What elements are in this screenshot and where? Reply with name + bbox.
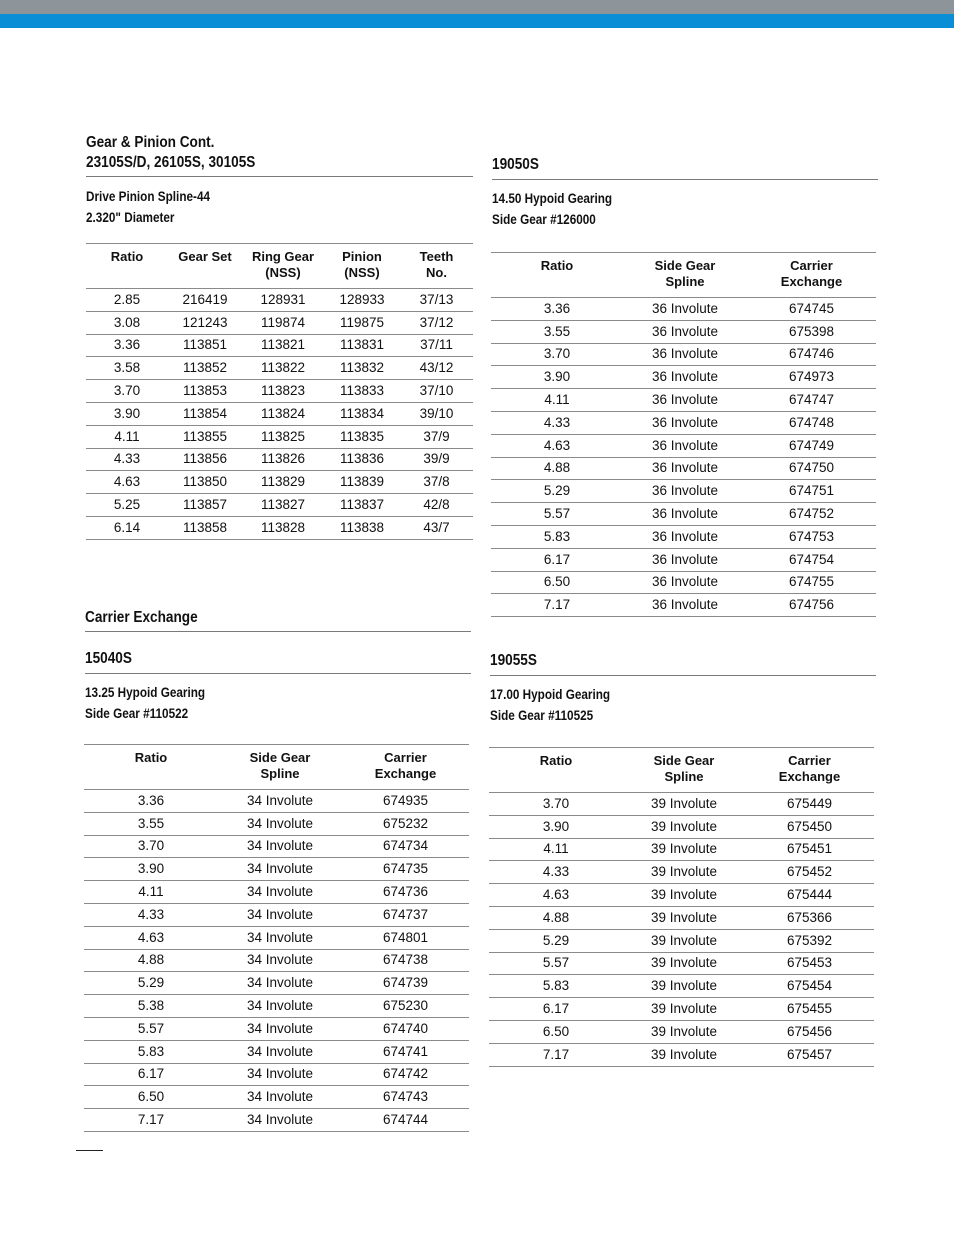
table-cell: 674739 xyxy=(342,972,469,995)
table-cell: 4.33 xyxy=(489,861,623,884)
table-cell: 4.11 xyxy=(86,425,168,448)
table-cell: 3.36 xyxy=(491,298,623,321)
s19050-title: 19050S xyxy=(492,156,539,173)
table-cell: 674746 xyxy=(747,343,876,366)
table-row xyxy=(84,949,469,972)
table-cell: 675392 xyxy=(745,929,874,952)
table-cell: 674754 xyxy=(747,548,876,571)
table-cell: 3.36 xyxy=(86,334,168,357)
table-cell: 675453 xyxy=(745,952,874,975)
table-row xyxy=(491,571,876,594)
carrier-exchange-title: Carrier Exchange xyxy=(85,609,198,626)
table-row xyxy=(86,448,473,471)
table-cell: 5.29 xyxy=(84,972,218,995)
table-cell: 113821 xyxy=(242,334,324,357)
table-cell: 113855 xyxy=(168,425,242,448)
table-row xyxy=(86,402,473,425)
table-cell: 675232 xyxy=(342,812,469,835)
footer-rule xyxy=(76,1150,103,1151)
column-header: Side Gear Spline xyxy=(623,253,747,298)
table-cell: 5.29 xyxy=(489,929,623,952)
table-cell: 36 Involute xyxy=(623,389,747,412)
table-cell: 5.57 xyxy=(491,503,623,526)
s19050-gearing: 14.50 Hypoid Gearing xyxy=(492,191,613,206)
table-cell: 39 Involute xyxy=(623,975,745,998)
table-cell: 5.83 xyxy=(489,975,623,998)
table-cell: 34 Involute xyxy=(218,995,342,1018)
s15040-table xyxy=(84,744,469,1132)
table-cell: 3.90 xyxy=(489,815,623,838)
table-row xyxy=(489,906,874,929)
table-cell: 4.63 xyxy=(84,926,218,949)
table-cell: 3.08 xyxy=(86,311,168,334)
table-cell: 113856 xyxy=(168,448,242,471)
table-cell: 39 Involute xyxy=(623,998,745,1021)
gear-pinion-subheading xyxy=(86,186,229,228)
table-cell: 674801 xyxy=(342,926,469,949)
table-row xyxy=(491,343,876,366)
column-header: Ratio xyxy=(491,253,623,298)
table-cell: 36 Involute xyxy=(623,571,747,594)
table-cell: 674751 xyxy=(747,480,876,503)
table-cell: 39 Involute xyxy=(623,1043,745,1066)
table-cell: 34 Involute xyxy=(218,903,342,926)
table-cell: 4.33 xyxy=(84,903,218,926)
table-cell: 128933 xyxy=(324,289,400,312)
table-cell: 39 Involute xyxy=(623,793,745,816)
column-header: Ratio xyxy=(86,244,168,289)
table-cell: 39 Involute xyxy=(623,1020,745,1043)
table-row xyxy=(489,884,874,907)
table-cell: 34 Involute xyxy=(218,949,342,972)
table-cell: 7.17 xyxy=(84,1109,218,1132)
table-cell: 6.17 xyxy=(84,1063,218,1086)
table-row xyxy=(84,790,469,813)
s19055-table xyxy=(489,747,874,1067)
table-cell: 113851 xyxy=(168,334,242,357)
table-cell: 674750 xyxy=(747,457,876,480)
table-cell: 675366 xyxy=(745,906,874,929)
table-cell: 5.25 xyxy=(86,494,168,517)
table-cell: 113824 xyxy=(242,402,324,425)
table-cell: 34 Involute xyxy=(218,835,342,858)
table-cell: 4.11 xyxy=(84,881,218,904)
table-cell: 113852 xyxy=(168,357,242,380)
table-cell: 3.90 xyxy=(86,402,168,425)
table-cell: 36 Involute xyxy=(623,366,747,389)
table-row xyxy=(86,311,473,334)
table-cell: 43/12 xyxy=(400,357,473,380)
table-cell: 7.17 xyxy=(489,1043,623,1066)
table-cell: 674740 xyxy=(342,1017,469,1040)
table-cell: 5.83 xyxy=(84,1040,218,1063)
table-cell: 39 Involute xyxy=(623,884,745,907)
gear-pinion-table xyxy=(86,243,473,540)
table-cell: 119875 xyxy=(324,311,400,334)
table-cell: 121243 xyxy=(168,311,242,334)
table-row xyxy=(491,457,876,480)
table-cell: 674744 xyxy=(342,1109,469,1132)
table-row xyxy=(491,480,876,503)
table-cell: 675456 xyxy=(745,1020,874,1043)
table-cell: 4.11 xyxy=(489,838,623,861)
table-header-row xyxy=(86,244,473,289)
table-cell: 43/7 xyxy=(400,516,473,539)
table-row xyxy=(491,389,876,412)
table-cell: 4.88 xyxy=(489,906,623,929)
table-cell: 4.63 xyxy=(489,884,623,907)
table-cell: 34 Involute xyxy=(218,1063,342,1086)
table-cell: 674756 xyxy=(747,594,876,617)
table-cell: 39/9 xyxy=(400,448,473,471)
table-cell: 674973 xyxy=(747,366,876,389)
table-row xyxy=(491,411,876,434)
table-cell: 34 Involute xyxy=(218,1040,342,1063)
s19050-table xyxy=(491,252,876,617)
table-cell: 36 Involute xyxy=(623,343,747,366)
table-row xyxy=(86,471,473,494)
table-cell: 37/10 xyxy=(400,380,473,403)
table-cell: 4.33 xyxy=(86,448,168,471)
table-cell: 39 Involute xyxy=(623,815,745,838)
table-row xyxy=(489,861,874,884)
table-cell: 113827 xyxy=(242,494,324,517)
table-row xyxy=(84,1109,469,1132)
table-cell: 37/13 xyxy=(400,289,473,312)
table-cell: 674735 xyxy=(342,858,469,881)
table-row xyxy=(86,494,473,517)
table-cell: 4.88 xyxy=(491,457,623,480)
s15040-subheading xyxy=(85,682,223,724)
table-row xyxy=(489,975,874,998)
table-cell: 3.58 xyxy=(86,357,168,380)
table-cell: 674742 xyxy=(342,1063,469,1086)
table-cell: 675449 xyxy=(745,793,874,816)
table-cell: 6.14 xyxy=(86,516,168,539)
table-row xyxy=(86,289,473,312)
table-cell: 113822 xyxy=(242,357,324,380)
table-cell: 113857 xyxy=(168,494,242,517)
table-cell: 113850 xyxy=(168,471,242,494)
table-cell: 113854 xyxy=(168,402,242,425)
table-row xyxy=(86,357,473,380)
table-cell: 674748 xyxy=(747,411,876,434)
table-cell: 2.85 xyxy=(86,289,168,312)
table-row xyxy=(84,812,469,835)
s19055-title: 19055S xyxy=(490,652,537,669)
table-cell: 37/8 xyxy=(400,471,473,494)
table-cell: 113825 xyxy=(242,425,324,448)
table-cell: 5.38 xyxy=(84,995,218,1018)
table-cell: 37/9 xyxy=(400,425,473,448)
table-row xyxy=(489,838,874,861)
table-cell: 37/12 xyxy=(400,311,473,334)
table-cell: 34 Involute xyxy=(218,858,342,881)
table-cell: 674747 xyxy=(747,389,876,412)
table-cell: 113837 xyxy=(324,494,400,517)
table-row xyxy=(84,926,469,949)
table-cell: 113832 xyxy=(324,357,400,380)
table-cell: 4.11 xyxy=(491,389,623,412)
table-cell: 36 Involute xyxy=(623,480,747,503)
table-cell: 113858 xyxy=(168,516,242,539)
column-header: Gear Set xyxy=(168,244,242,289)
table-cell: 113838 xyxy=(324,516,400,539)
table-cell: 674753 xyxy=(747,525,876,548)
table-cell: 4.88 xyxy=(84,949,218,972)
s15040-side-gear: Side Gear #110522 xyxy=(85,706,189,721)
table-cell: 675230 xyxy=(342,995,469,1018)
table-cell: 36 Involute xyxy=(623,298,747,321)
column-header: Pinion (NSS) xyxy=(324,244,400,289)
table-cell: 4.63 xyxy=(491,434,623,457)
table-row xyxy=(489,998,874,1021)
table-cell: 113828 xyxy=(242,516,324,539)
table-cell: 34 Involute xyxy=(218,1086,342,1109)
table-cell: 39 Involute xyxy=(623,838,745,861)
table-cell: 675450 xyxy=(745,815,874,838)
table-cell: 39 Involute xyxy=(623,906,745,929)
table-cell: 34 Involute xyxy=(218,1109,342,1132)
table-cell: 39 Involute xyxy=(623,861,745,884)
table-cell: 5.83 xyxy=(491,525,623,548)
s19055-subheading xyxy=(490,684,628,726)
table-cell: 113835 xyxy=(324,425,400,448)
table-row xyxy=(84,972,469,995)
table-row xyxy=(491,366,876,389)
table-cell: 34 Involute xyxy=(218,812,342,835)
table-row xyxy=(84,835,469,858)
table-row xyxy=(84,903,469,926)
table-row xyxy=(489,793,874,816)
table-cell: 113839 xyxy=(324,471,400,494)
s19055-rule xyxy=(490,675,876,676)
header-band-gray xyxy=(0,0,954,14)
table-cell: 674743 xyxy=(342,1086,469,1109)
table-row xyxy=(491,594,876,617)
s15040-heading xyxy=(85,649,140,669)
table-cell: 113831 xyxy=(324,334,400,357)
table-row xyxy=(491,320,876,343)
table-cell: 34 Involute xyxy=(218,1017,342,1040)
column-header: Carrier Exchange xyxy=(342,745,469,790)
table-header-row xyxy=(491,253,876,298)
column-header: Ratio xyxy=(489,748,623,793)
table-cell: 216419 xyxy=(168,289,242,312)
table-cell: 6.50 xyxy=(489,1020,623,1043)
table-cell: 3.70 xyxy=(86,380,168,403)
table-cell: 675457 xyxy=(745,1043,874,1066)
table-row xyxy=(84,881,469,904)
table-cell: 674752 xyxy=(747,503,876,526)
table-row xyxy=(491,548,876,571)
table-row xyxy=(489,952,874,975)
table-cell: 3.70 xyxy=(84,835,218,858)
table-cell: 36 Involute xyxy=(623,320,747,343)
table-cell: 36 Involute xyxy=(623,548,747,571)
carrier-exchange-heading xyxy=(85,608,218,628)
table-cell: 7.17 xyxy=(491,594,623,617)
column-header: Carrier Exchange xyxy=(747,253,876,298)
table-row xyxy=(84,858,469,881)
s19055-side-gear: Side Gear #110525 xyxy=(490,708,594,723)
table-cell: 113853 xyxy=(168,380,242,403)
table-row xyxy=(86,516,473,539)
table-row xyxy=(84,1017,469,1040)
table-cell: 36 Involute xyxy=(623,594,747,617)
table-row xyxy=(489,1043,874,1066)
table-cell: 36 Involute xyxy=(623,503,747,526)
table-cell: 36 Involute xyxy=(623,434,747,457)
table-cell: 113836 xyxy=(324,448,400,471)
table-cell: 674745 xyxy=(747,298,876,321)
s19055-heading xyxy=(490,651,545,671)
carrier-exchange-rule xyxy=(85,631,471,632)
column-header: Side Gear Spline xyxy=(623,748,745,793)
table-cell: 4.33 xyxy=(491,411,623,434)
table-cell: 39 Involute xyxy=(623,929,745,952)
table-cell: 675451 xyxy=(745,838,874,861)
table-cell: 3.70 xyxy=(489,793,623,816)
table-cell: 3.36 xyxy=(84,790,218,813)
table-row xyxy=(491,434,876,457)
table-cell: 674741 xyxy=(342,1040,469,1063)
table-cell: 3.70 xyxy=(491,343,623,366)
table-cell: 675398 xyxy=(747,320,876,343)
column-header: Side Gear Spline xyxy=(218,745,342,790)
table-cell: 34 Involute xyxy=(218,881,342,904)
table-cell: 113834 xyxy=(324,402,400,425)
gear-pinion-rule xyxy=(86,176,473,177)
table-cell: 39 Involute xyxy=(623,952,745,975)
table-row xyxy=(491,525,876,548)
s15040-gearing: 13.25 Hypoid Gearing xyxy=(85,685,206,700)
table-cell: 113826 xyxy=(242,448,324,471)
table-cell: 5.29 xyxy=(491,480,623,503)
column-header: Ratio xyxy=(84,745,218,790)
table-cell: 39/10 xyxy=(400,402,473,425)
s19055-gearing: 17.00 Hypoid Gearing xyxy=(490,687,611,702)
table-cell: 674736 xyxy=(342,881,469,904)
table-cell: 119874 xyxy=(242,311,324,334)
pinion-diameter: 2.320" Diameter xyxy=(86,210,175,225)
table-cell: 113829 xyxy=(242,471,324,494)
s15040-title: 15040S xyxy=(85,650,132,667)
table-cell: 6.50 xyxy=(84,1086,218,1109)
table-cell: 36 Involute xyxy=(623,457,747,480)
table-cell: 6.17 xyxy=(489,998,623,1021)
table-row xyxy=(86,334,473,357)
table-cell: 3.55 xyxy=(84,812,218,835)
gear-pinion-title: Gear & Pinion Cont. xyxy=(86,134,215,151)
table-cell: 113823 xyxy=(242,380,324,403)
table-cell: 4.63 xyxy=(86,471,168,494)
table-row xyxy=(489,929,874,952)
table-cell: 42/8 xyxy=(400,494,473,517)
column-header: Carrier Exchange xyxy=(745,748,874,793)
table-cell: 674749 xyxy=(747,434,876,457)
table-cell: 3.90 xyxy=(491,366,623,389)
table-cell: 675455 xyxy=(745,998,874,1021)
table-cell: 37/11 xyxy=(400,334,473,357)
table-cell: 5.57 xyxy=(489,952,623,975)
table-row xyxy=(84,995,469,1018)
header-band-blue xyxy=(0,14,954,28)
gear-pinion-heading xyxy=(86,133,285,173)
table-cell: 6.50 xyxy=(491,571,623,594)
table-row xyxy=(491,298,876,321)
table-cell: 675444 xyxy=(745,884,874,907)
table-cell: 675454 xyxy=(745,975,874,998)
table-cell: 674734 xyxy=(342,835,469,858)
s19050-heading xyxy=(492,155,547,175)
column-header: Teeth No. xyxy=(400,244,473,289)
table-cell: 34 Involute xyxy=(218,926,342,949)
s15040-rule xyxy=(85,673,471,674)
table-cell: 34 Involute xyxy=(218,972,342,995)
table-cell: 674738 xyxy=(342,949,469,972)
table-row xyxy=(84,1040,469,1063)
table-row xyxy=(489,1020,874,1043)
table-row xyxy=(86,425,473,448)
table-cell: 674935 xyxy=(342,790,469,813)
s19050-rule xyxy=(492,179,878,180)
table-row xyxy=(84,1086,469,1109)
drive-pinion-spline: Drive Pinion Spline-44 xyxy=(86,189,211,204)
column-header: Ring Gear (NSS) xyxy=(242,244,324,289)
table-row xyxy=(84,1063,469,1086)
table-cell: 3.90 xyxy=(84,858,218,881)
table-cell: 6.17 xyxy=(491,548,623,571)
table-cell: 113833 xyxy=(324,380,400,403)
table-cell: 674755 xyxy=(747,571,876,594)
table-row xyxy=(489,815,874,838)
table-cell: 674737 xyxy=(342,903,469,926)
table-header-row xyxy=(489,748,874,793)
table-cell: 675452 xyxy=(745,861,874,884)
table-row xyxy=(491,503,876,526)
table-header-row xyxy=(84,745,469,790)
table-cell: 3.55 xyxy=(491,320,623,343)
table-cell: 36 Involute xyxy=(623,411,747,434)
gear-pinion-models: 23105S/D, 26105S, 30105S xyxy=(86,154,256,171)
table-cell: 128931 xyxy=(242,289,324,312)
table-row xyxy=(86,380,473,403)
s19050-subheading xyxy=(492,188,630,230)
table-cell: 34 Involute xyxy=(218,790,342,813)
table-cell: 5.57 xyxy=(84,1017,218,1040)
table-cell: 36 Involute xyxy=(623,525,747,548)
s19050-side-gear: Side Gear #126000 xyxy=(492,212,596,227)
